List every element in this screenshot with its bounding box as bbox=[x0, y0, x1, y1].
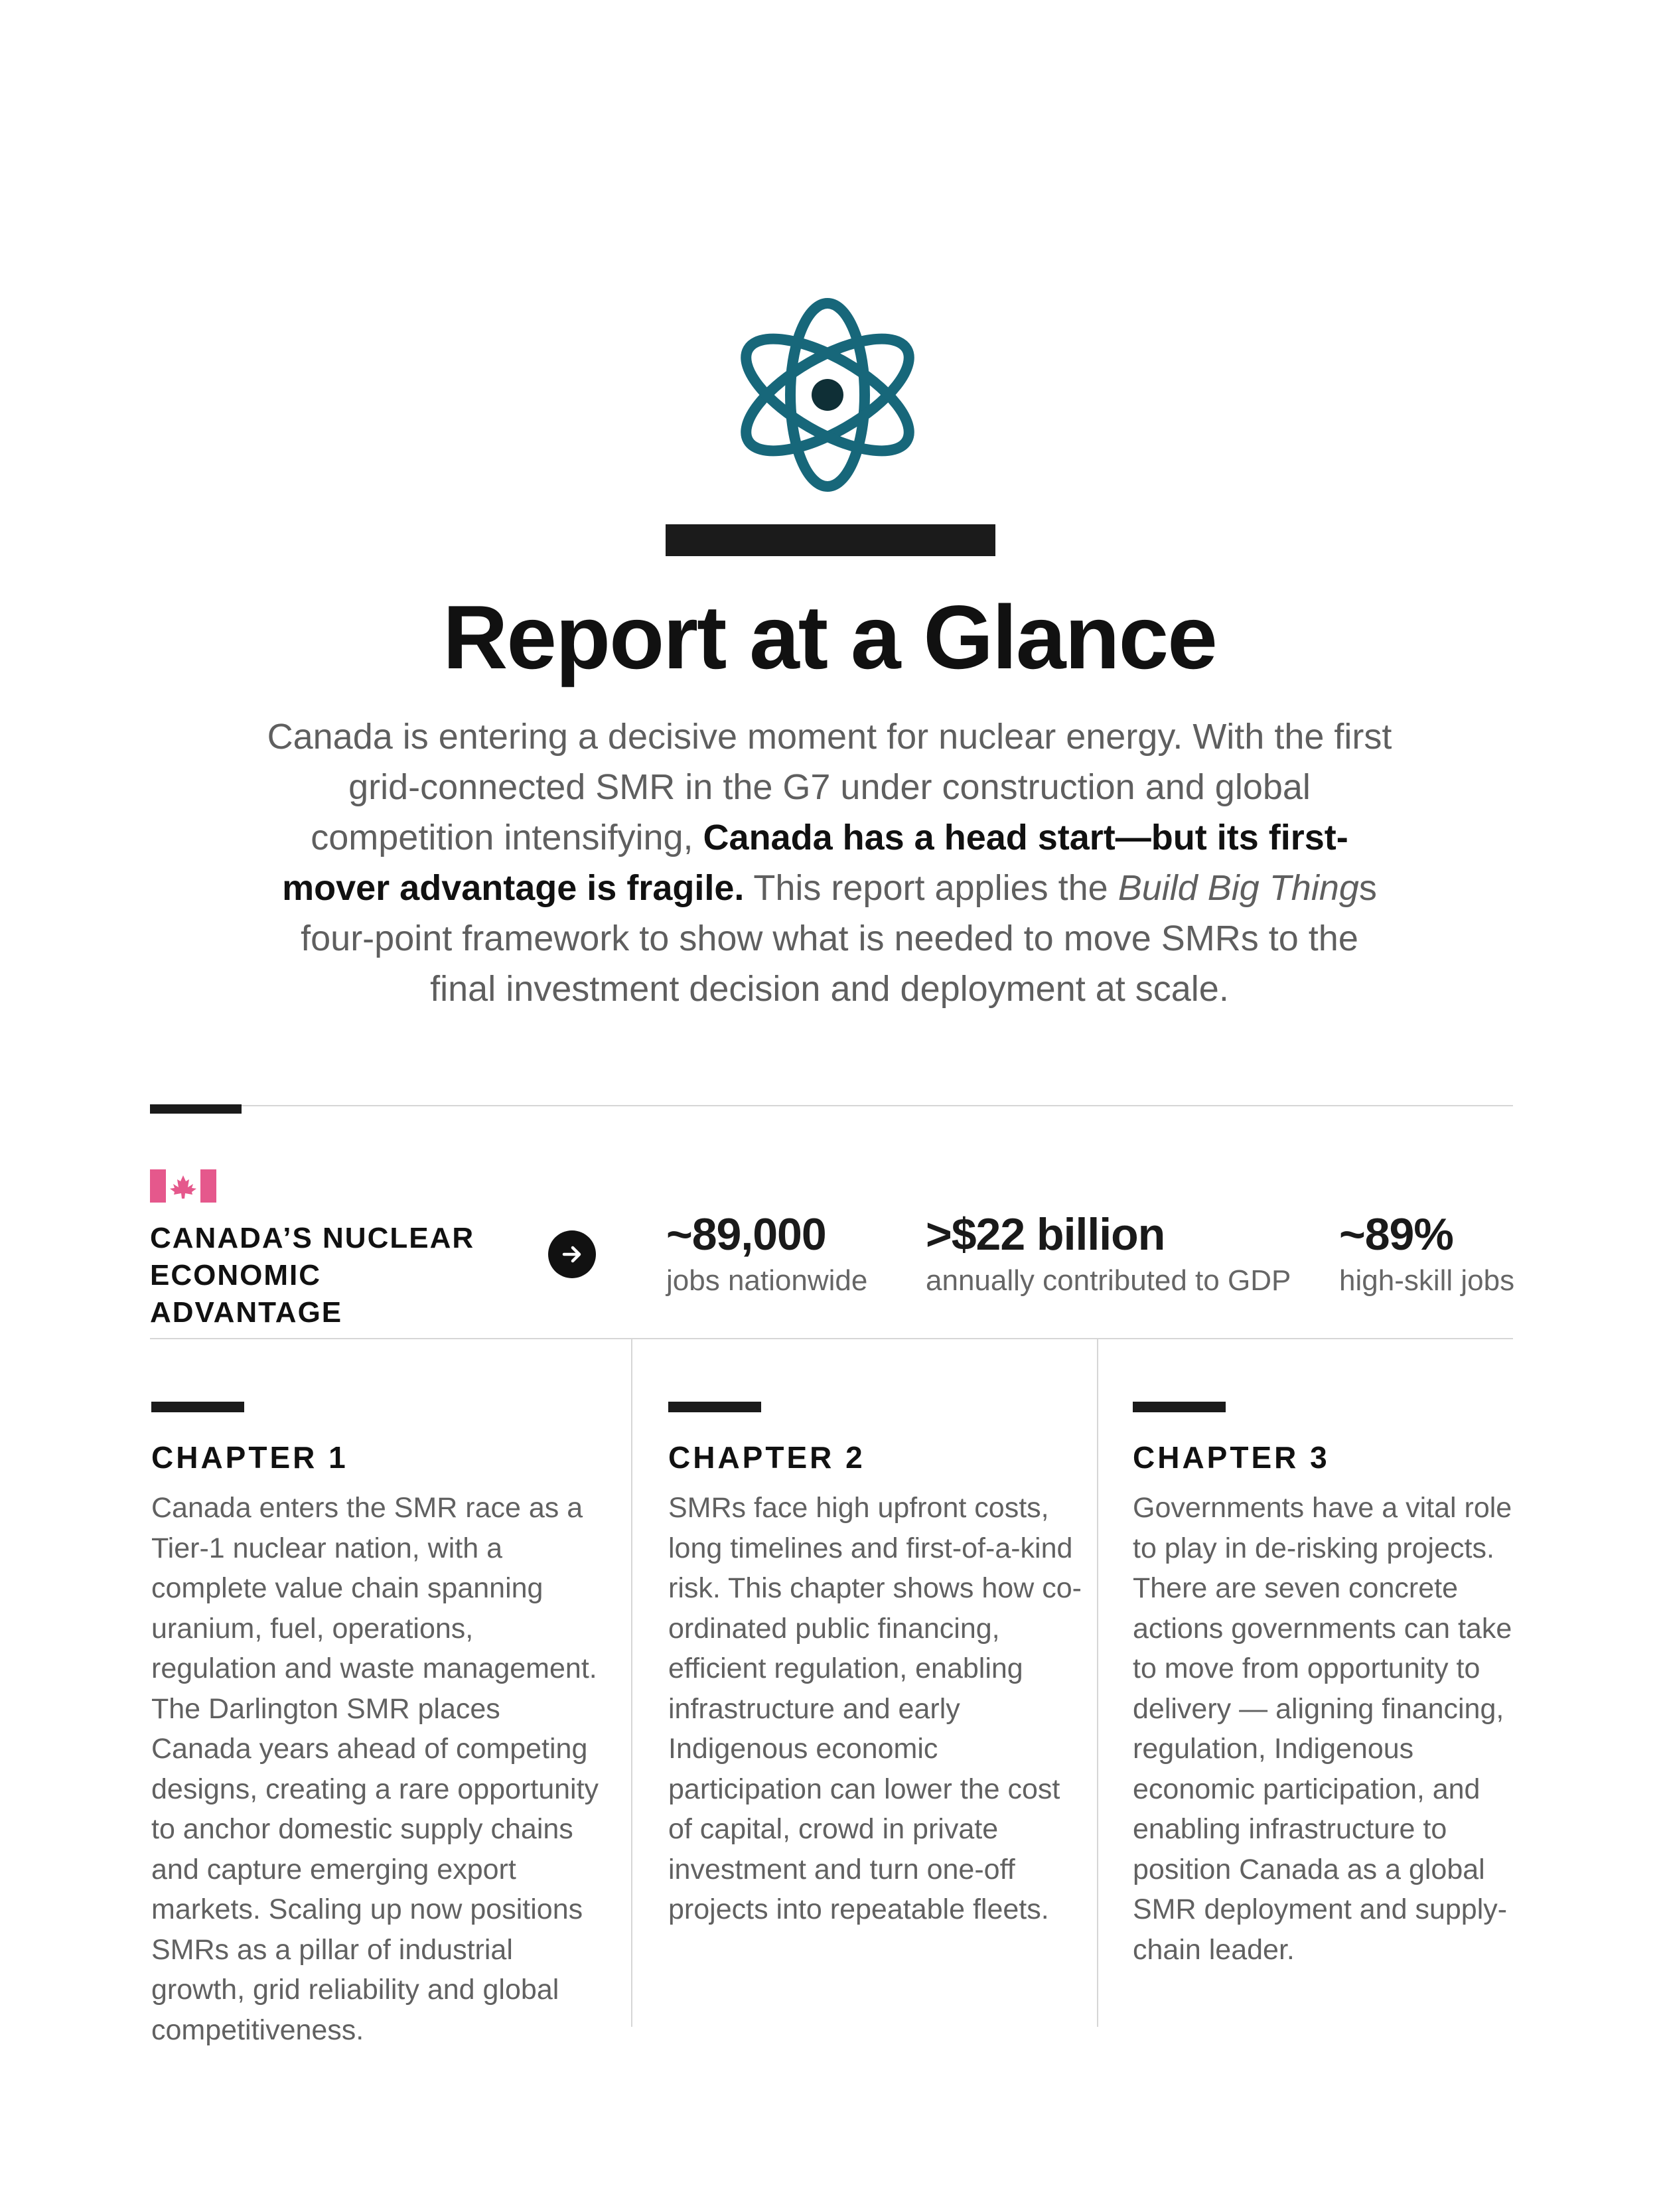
stat-high-skill bbox=[1339, 1207, 1514, 1299]
chapter-accent-bar bbox=[151, 1402, 244, 1412]
chapter-summary: Governments have a vital role to play in de-risking projects. There are seven concrete actions governments can take to move from opportunity to delivery — aligning financing, regulation, Indigenous economic participation, and enabling infrastructure to position Canada as a global SMR deployment and supply-chain leader. bbox=[1133, 1492, 1512, 1966]
advantage-label-line-2: ECONOMIC ADVANTAGE bbox=[150, 1259, 343, 1329]
intro-text-2: This report applies the bbox=[744, 868, 1118, 908]
page-title: Report at a Glance bbox=[443, 587, 1216, 688]
chapter-2 bbox=[668, 1402, 1086, 1930]
chapter-1 bbox=[151, 1402, 603, 2050]
stat-value: ~89% bbox=[1339, 1209, 1453, 1260]
canada-flag-icon bbox=[150, 1169, 216, 1203]
advantage-label-line-1: CANADA’S NUCLEAR bbox=[150, 1222, 475, 1254]
intro-highlight: Canada has a head start—but its first-mover advantage is fragile. bbox=[282, 818, 1348, 908]
chapter-summary: Canada enters the SMR race as a Tier-1 nuclear nation, with a complete value chain spanning uranium, fuel, operations, regulation and waste management. The Darlington SMR places Canada years ahead of competing designs, creating a rare opportunity to anchor domestic supply chains and capture emerging export markets. Scaling up now positions SMRs as a pillar of industrial growth, grid reliability and global competitiveness. bbox=[151, 1492, 599, 2046]
section-accent-bar bbox=[150, 1104, 242, 1114]
intro-text-3: s four-point framework to show what is needed to move SMRs to the final investment decision and deployment at scale. bbox=[301, 868, 1377, 1009]
intro-framework-name: Build Big Thing bbox=[1118, 868, 1359, 908]
chapter-summary: SMRs face high upfront costs, long timelines and first-of-a-kind risk. This chapter shows how co-ordinated public financing, efficient regulation, enabling infrastructure and early Indigenous economic participation can lower the cost of capital, crowd in private investment and turn one-off projects into repeatable fleets. bbox=[668, 1492, 1082, 1925]
intro-paragraph bbox=[265, 711, 1394, 1014]
column-divider bbox=[1097, 1339, 1098, 2027]
advantage-arrow-button[interactable] bbox=[548, 1230, 596, 1278]
chapter-accent-bar bbox=[1133, 1402, 1226, 1412]
intro-text-1: Canada is entering a decisive moment for nuclear energy. With the first grid-connected SMR in the G7 under construction and global competition intensifying, bbox=[267, 717, 1392, 857]
chapter-heading: CHAPTER 1 bbox=[151, 1440, 348, 1475]
chapters-divider bbox=[150, 1338, 1513, 1339]
chapter-3 bbox=[1133, 1402, 1518, 1970]
chapter-heading: CHAPTER 2 bbox=[668, 1440, 865, 1475]
stat-gdp bbox=[926, 1207, 1291, 1299]
title-accent-bar bbox=[666, 524, 995, 556]
arrow-right-icon bbox=[557, 1240, 587, 1269]
stat-value: ~89,000 bbox=[666, 1209, 826, 1260]
stat-value: >$22 billion bbox=[926, 1209, 1165, 1260]
chapter-heading: CHAPTER 3 bbox=[1133, 1440, 1330, 1475]
stat-jobs bbox=[666, 1207, 867, 1299]
section-divider bbox=[150, 1105, 1513, 1106]
chapter-accent-bar bbox=[668, 1402, 761, 1412]
column-divider bbox=[631, 1339, 632, 2027]
stat-label: jobs nationwide bbox=[666, 1264, 868, 1297]
atom-icon bbox=[738, 296, 917, 494]
stat-label: high-skill jobs bbox=[1339, 1264, 1515, 1297]
stat-label: annually contributed to GDP bbox=[926, 1264, 1291, 1297]
economic-advantage-label bbox=[150, 1220, 522, 1331]
